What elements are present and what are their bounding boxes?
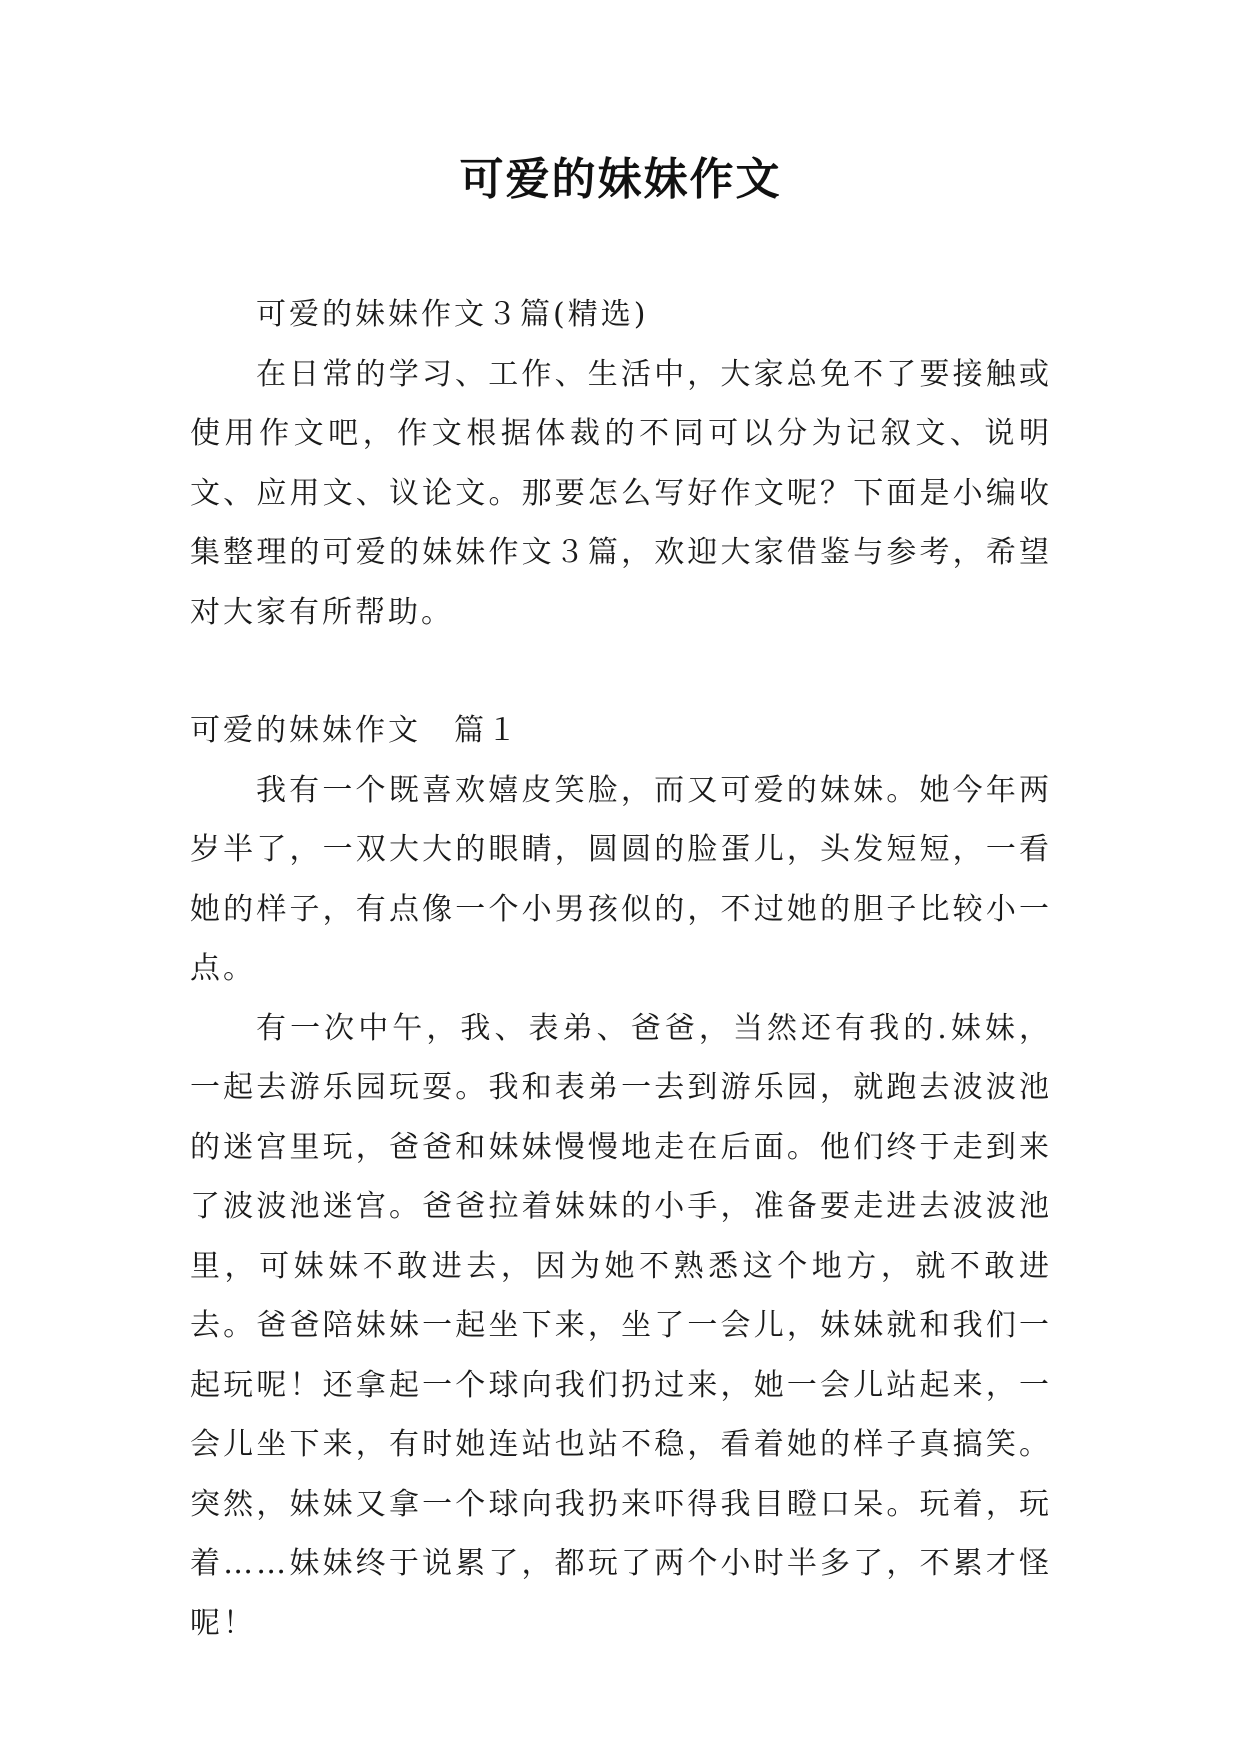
document-body <box>190 285 1052 1653</box>
spacer <box>190 642 1052 701</box>
document-subtitle: 可爱的妹妹作文３篇(精选) <box>256 297 649 332</box>
section-heading: 可爱的妹妹作文 篇１ <box>190 713 520 748</box>
body-paragraph: 我有一个既喜欢嬉皮笑脸，而又可爱的妹妹。她今年两岁半了，一双大大的眼睛，圆圆的脸蛋儿，头发短短，一看她的样子，有点像一个小男孩似的，不过她的胆子比较小一点。 <box>190 772 1052 986</box>
body-paragraph: 有一次中午，我、表弟、爸爸，当然还有我的.妹妹，一起去游乐园玩耍。我和表弟一去到游乐园，就跑去波波池的迷宫里玩，爸爸和妹妹慢慢地走在后面。他们终于走到来了波波池迷宫。爸爸拉着妹妹的小手，准备要走进去波波池里，可妹妹不敢进去，因为她不熟悉这个地方，就不敢进去。爸爸陪妹妹一起坐下来，坐了一会儿，妹妹就和我们一起玩呢！还拿起一个球向我们扔过来，她一会儿站起来，一会儿坐下来，有时她连站也站不稳，看着她的样子真搞笑。突然，妹妹又拿一个球向我扔来吓得我目瞪口呆。玩着，玩着……妹妹终于说累了，都玩了两个小时半多了，不累才怪呢！ <box>190 1010 1052 1641</box>
document-title: 可爱的妹妹作文 <box>459 154 782 205</box>
intro-paragraph: 在日常的学习、工作、生活中，大家总免不了要接触或使用作文吧，作文根据体裁的不同可以分为记叙文、说明文、应用文、议论文。那要怎么写好作文呢？下面是小编收集整理的可爱的妹妹作文３篇，欢迎大家借鉴与参考，希望对大家有所帮助。 <box>190 356 1052 630</box>
